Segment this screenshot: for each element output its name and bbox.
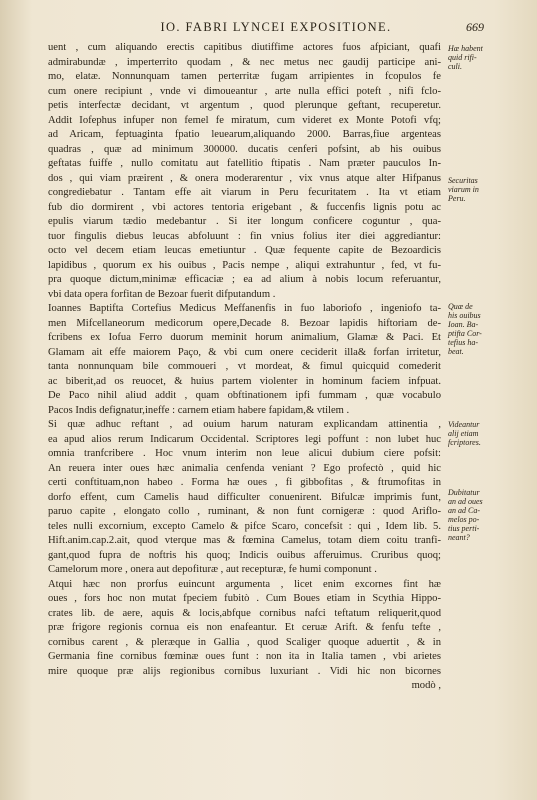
page-number: 669 <box>466 20 484 34</box>
text-line: mire quoque præ alijs regionibus cornibus luxuriant . Vidi hic non bicornes <box>48 665 441 677</box>
main-text-column <box>48 41 441 694</box>
text-line: Hift.anim.cap.2.ait, quod vterque mas & fœmina Camelus, totam diem coitu tranfi- <box>48 535 441 546</box>
text-line: Germania fine cornibus fœminæ oues funt : non ita in Italia tamen , vbi arietes <box>48 651 441 662</box>
text-line: quadras , quæ ad minimum 300000. ducatis cenferi pofsint, ab his ouibus <box>48 143 441 155</box>
text-line: congrediebatur . Tantam effe ait viarum in Peru fecuritatem . Ita vt etiam <box>48 187 441 198</box>
text-line: fcribens ex Iofua Ferro duorum meminit horum animalium, Glamæ & Paci. Et <box>48 332 441 343</box>
text-line: men Mifcellaneorum medicorum opere,Decade 8. Bezoar lapidis hiftoriam de- <box>48 317 441 329</box>
text-line: ea apud alios rerum Indicarum Occidental. Scriptores legi poffunt : non lubet huc <box>48 433 441 445</box>
text-line: Camelorum more , onera aut depofituræ , aut recepturæ, fe humi componunt . <box>48 564 377 575</box>
margin-note: Quæ de his ouibus Ioan. Ba- ptifta Cor- tefius ha- beat. <box>448 302 482 356</box>
text-line: dorfo effent, cum Camelis haud difficulter conuenirent. Bifulcæ imprimis funt, <box>48 491 441 503</box>
text-line: Ioannes Baptifta Cortefius Medicus Meffanenfis in fuo laboriofo , ingeniofo ta- <box>48 303 441 314</box>
running-head: IO. FABRI LYNCEI EXPOSITIONE. <box>160 20 392 34</box>
text-line: De Paco nihil aliud addit , quam obftinationem ipfi fummam , quæ vocabulo <box>48 390 441 401</box>
text-line: dos , qui viam præirent , & onera moderarentur , vix vnus atque alter Hifpanus <box>48 172 441 184</box>
text-line: cum onere recipiunt , vnde vi dimoueantur , arte nulla effici poteft , nifi fclo- <box>48 85 441 97</box>
text-line: cornibus carent , & pleræque in Gallia , quod Scaliger quoque aduertit , & in <box>48 636 441 648</box>
text-line: tuor fingulis diebus leucas abfoluunt : fin vnius folius iter diei aggrediantur: <box>48 230 441 242</box>
text-line: fub dio dormirent , vbi actores tentoria erigebant , & fuccenfis lignis potu ac <box>48 201 441 213</box>
text-line: tanta nonnunquam bile commoueri , vt mordeat, & fimul quicquid comederit <box>48 361 441 372</box>
text-line: vbi data opera forfitan de Bezoar fuerit difputandum . <box>48 288 276 300</box>
text-line: Si quæ adhuc reftant , ad ouium harum naturam explicandam attinentia , <box>48 419 441 430</box>
text-line: gant,quod fupra de noftris his quoq; Indicis ouibus afferuimus. Cruribus quoq; <box>48 549 441 561</box>
margin-note: Dubitatur an ad oues an ad Ca- melos po- tius perti- neant? <box>448 488 483 542</box>
margin-note: Hæ habent quid rifi- culi. <box>448 44 483 71</box>
text-line: geftatas fuiffe , nullo comitatu aut fatellitio ftipatis . Nam præter pauculos In- <box>48 158 441 169</box>
catchword: modò , <box>411 680 441 691</box>
text-line: omnia tranfcribere . Hoc vnum interim non leue alicui dubium ciere pofsit: <box>48 448 441 459</box>
text-line: paruo capite , elongato collo , ruminant, & non funt cornigeræ : quod Ariflo- <box>48 506 441 517</box>
text-line: petis interfectæ decidant, vt argentum , quod plerunque geftant, recuperetur. <box>48 100 441 111</box>
text-line: crates lib. de aere, aquis & locis,abfque cornibus nafci teftatum reliquerit,quod <box>48 607 441 619</box>
text-line: epulis viarum tædio medebantur . Si iter longum conficere coguntur , qua- <box>48 216 441 227</box>
text-line: oues , fors hoc non mutat fpeciem fubitò . Cum Boues etiam in Scythia Hippo- <box>48 593 441 604</box>
text-line: uent , cum aliquando erectis capitibus diutiffime actores fuos afpiciant, quafi <box>48 42 441 53</box>
text-line: pra quoque dictum,minimæ efficaciæ ; ea ad alium à nobis locum referuantur, <box>48 274 441 285</box>
text-line: præ frigore regionis cornua eis non enafeantur. Et ceruæ Arift. & fenfu tefte , <box>48 622 441 633</box>
text-line: octo vel decem etiam leucas emetiuntur . Quæ fequente capite de Bezoardicis <box>48 245 441 256</box>
margin-note: Securitas viarum in Peru. <box>448 176 479 203</box>
text-line: mo, elatæ. Nonnunquam tamen perterritæ fugam arripientes in fcopulos fe <box>48 71 441 82</box>
text-line: teles nulli excornium, excepto Camelo & pifce Scaro, concefsit : qui , Idem lib. 5. <box>48 520 441 532</box>
text-line: admirabundæ , imperterrito quodam , & nec metus nec gaudij participe ani- <box>48 56 441 68</box>
text-line: Atqui hæc non prorfus euincunt argumenta , licet enim excornes fint hæ <box>48 578 441 590</box>
margin-note: Videantur alij etiam fcriptores. <box>448 420 481 447</box>
text-line: Pacos Indis defignatur,ineffe : carnem etiam habere fapidam,& vtilem . <box>48 404 350 416</box>
text-line: Addit Iofephus infuper non femel fe miratum, cum videret ex Monte Potofi vfq; <box>48 114 441 126</box>
text-line: ad Aricam, feptuaginta fpatio leuearum,aliquando 2000. Barras,fiue argenteas <box>48 129 441 140</box>
text-line: ac biberit,ad os reuocet, & huius partem violenter in hominum faciem infpuat. <box>48 375 441 387</box>
text-line: lapidibus , quorum ex his ouibus , Pacis nempe , aliqui extrahuntur , fed, vt fu- <box>48 259 441 271</box>
text-line: certi conftituam,non habeo . Forma hæ oues , fi gibbofitas , & ftrumofitas in <box>48 477 441 488</box>
text-line: An reuera inter oues hæc animalia cenfenda veniant ? Ego profectò , quid hic <box>48 462 441 474</box>
text-line: Glamam ait effe maiorem Paço, & vbi cum onere ceciderit illa& forfan irritetur, <box>48 346 441 358</box>
